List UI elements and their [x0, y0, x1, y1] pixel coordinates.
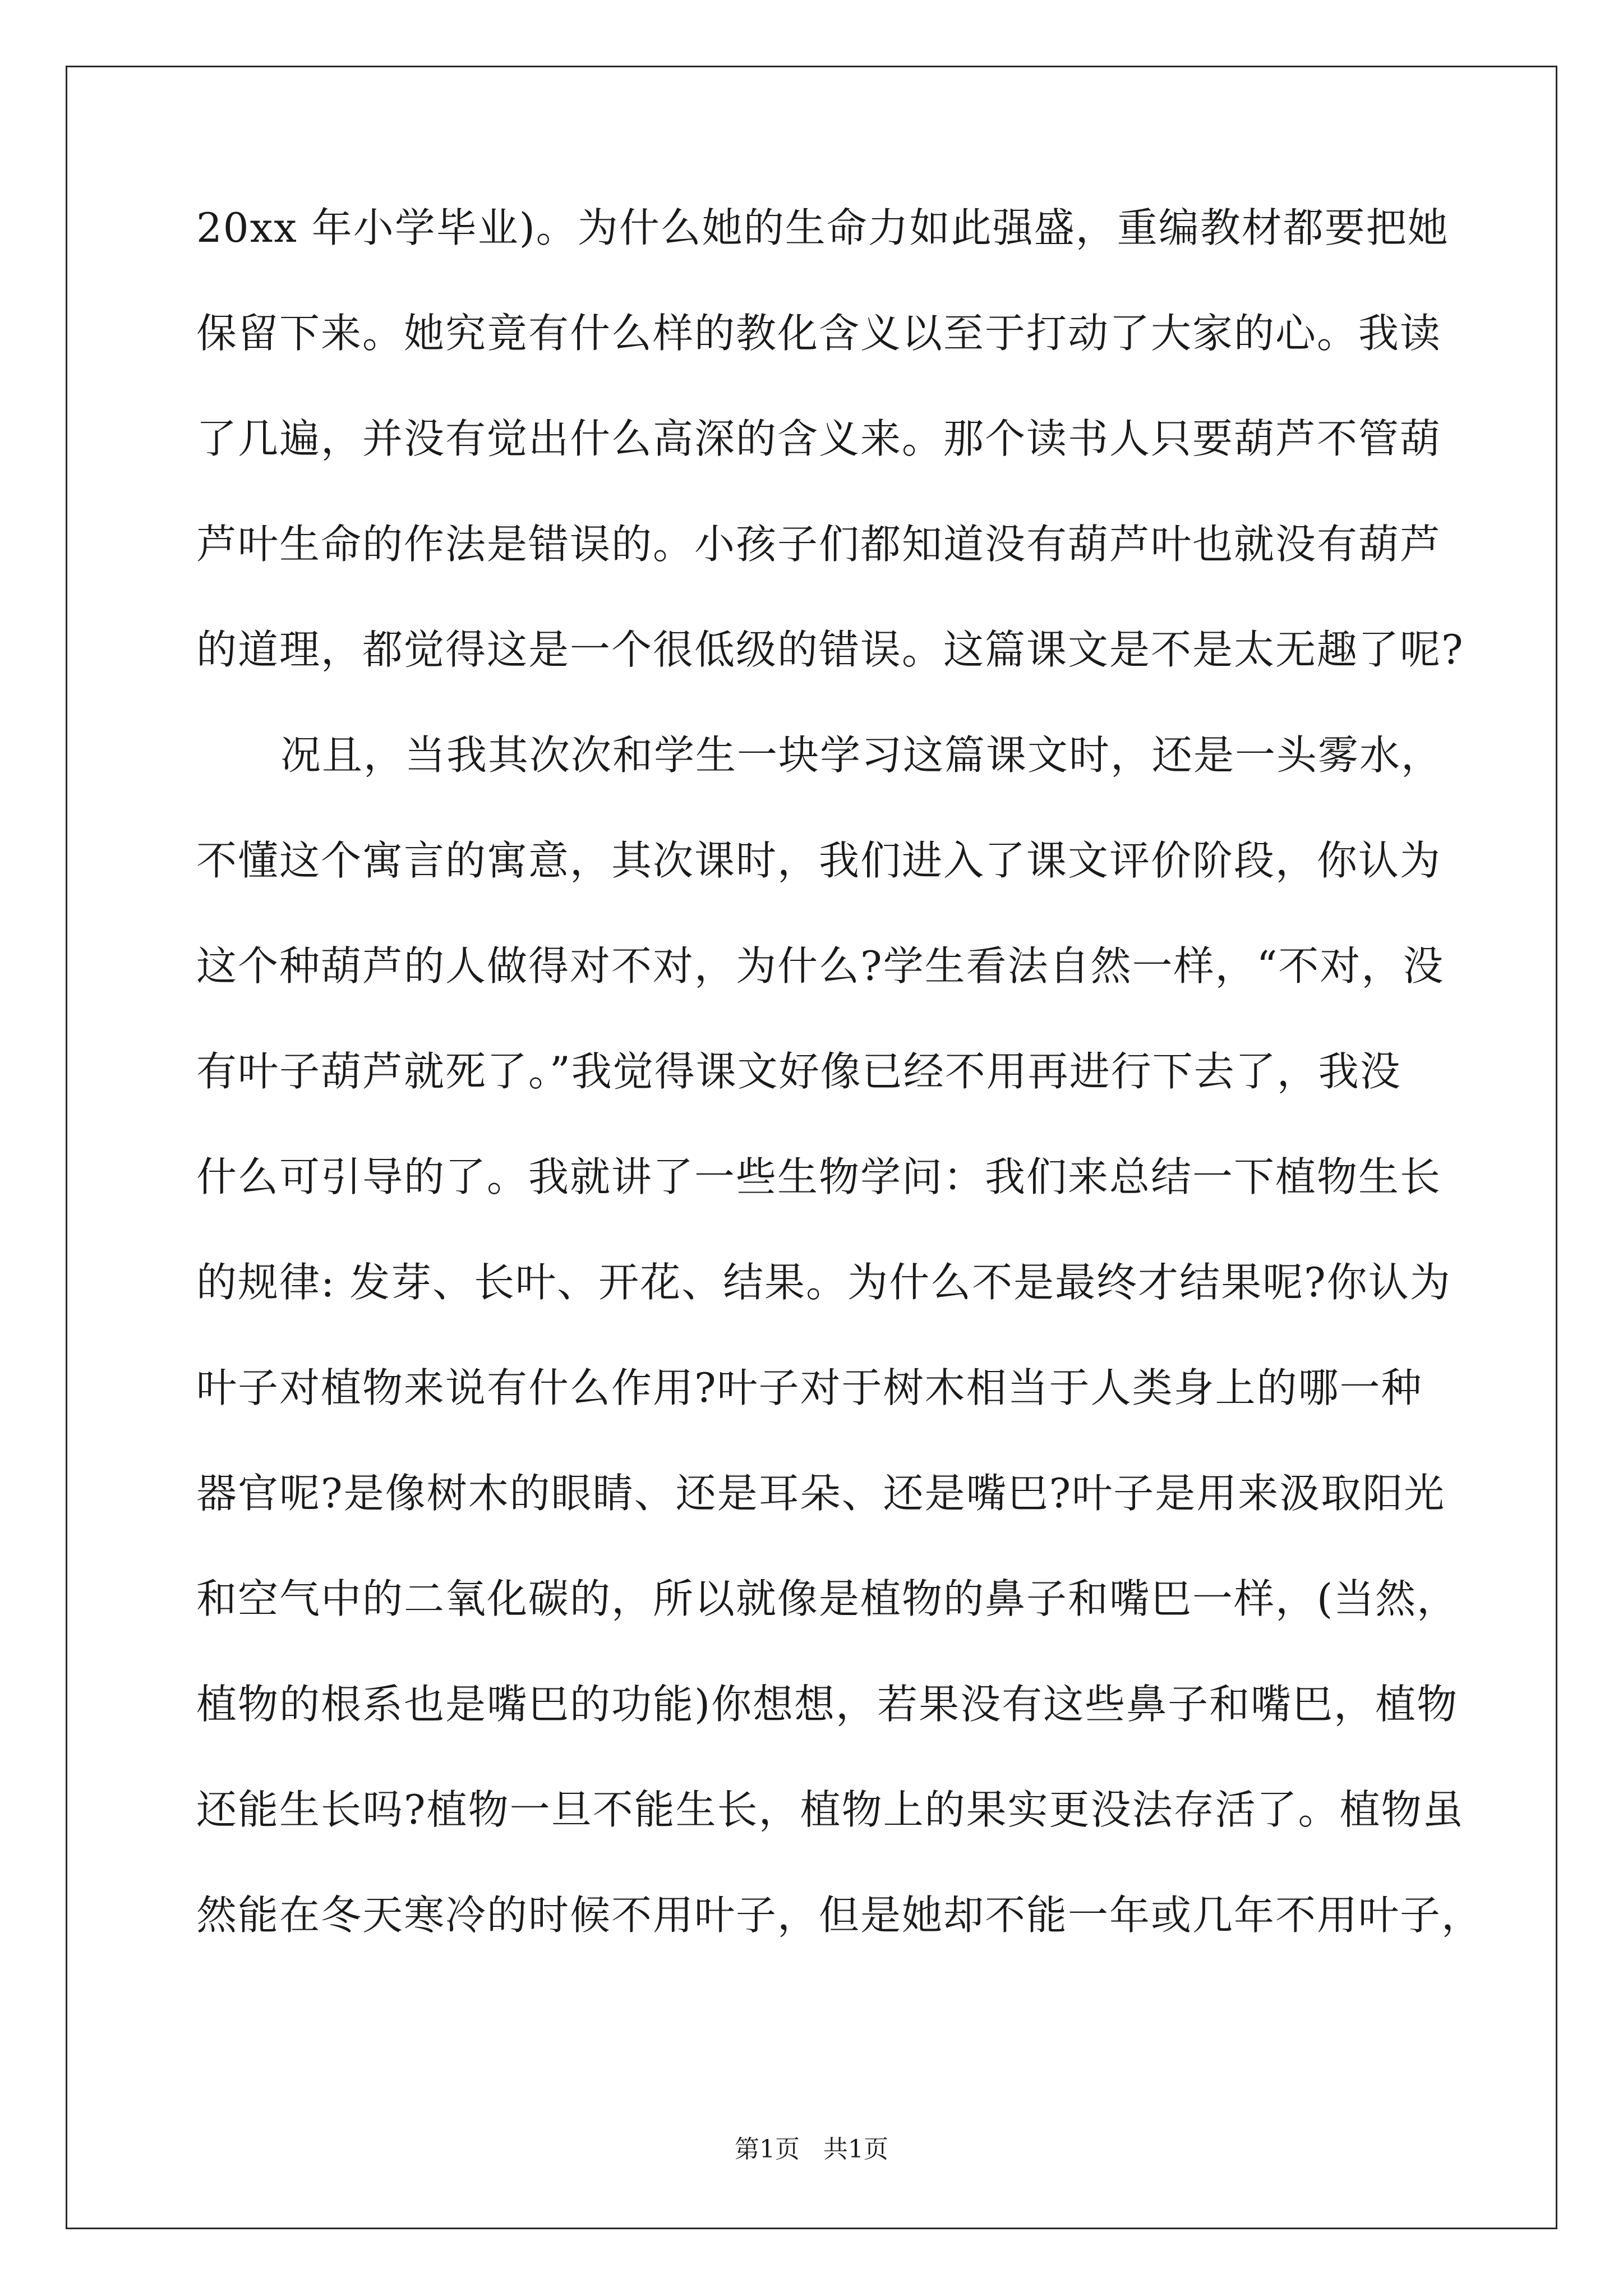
- text-line: 然能在冬天寒冷的时候不用叶子，但是她却不能一年或几年不用叶子，: [196, 1892, 1483, 1939]
- text-line: 芦叶生命的作法是错误的。小孩子们都知道没有葫芦叶也就没有葫芦: [196, 521, 1442, 568]
- text-line: 保留下来。她究竟有什么样的教化含义以至于打动了大家的心。我读: [196, 310, 1442, 357]
- text-line: 有叶子葫芦就死了。”我觉得课文好像已经不用再进行下去了，我没: [196, 1048, 1401, 1095]
- text-line: 还能生长吗?植物一旦不能生长，植物上的果实更没法存活了。植物虽: [196, 1786, 1464, 1833]
- text-line: 的道理，都觉得这是一个很低级的错误。这篇课文是不是太无趣了呢?: [196, 626, 1464, 673]
- text-line: 什么可引导的了。我就讲了一些生物学问：我们来总结一下植物生长: [196, 1153, 1442, 1200]
- text-line: 20xx 年小学毕业)。为什么她的生命力如此强盛，重编教材都要把她: [196, 204, 1449, 251]
- text-line: 叶子对植物来说有什么作用?叶子对于树木相当于人类身上的哪一种: [196, 1364, 1423, 1411]
- text-line: 不懂这个寓言的寓意，其次课时，我们进入了课文评价阶段，你认为: [196, 837, 1442, 884]
- text-line: 植物的根系也是嘴巴的功能)你想想，若果没有这些鼻子和嘴巴，植物: [196, 1681, 1459, 1728]
- document-body: [196, 204, 1483, 2000]
- text-line: 这个种葫芦的人做得对不对，为什么?学生看法自然一样，“不对，没: [196, 942, 1445, 990]
- text-line: 和空气中的二氧化碳的，所以就像是植物的鼻子和嘴巴一样，(当然，: [196, 1575, 1459, 1622]
- text-line: 器官呢?是像树木的眼睛、还是耳朵、还是嘴巴?叶子是用来汲取阳光: [196, 1470, 1446, 1517]
- text-line: 了几遍，并没有觉出什么高深的含义来。那个读书人只要葫芦不管葫: [196, 415, 1442, 462]
- text-line: 的规律: 发芽、长叶、开花、结果。为什么不是最终才结果呢?你认为: [196, 1259, 1451, 1306]
- page-footer: 第1页 共1页: [735, 2135, 888, 2164]
- paragraph-start-line: 况且，当我其次次和学生一块学习这篇课文时，还是一头雾水，: [280, 731, 1443, 779]
